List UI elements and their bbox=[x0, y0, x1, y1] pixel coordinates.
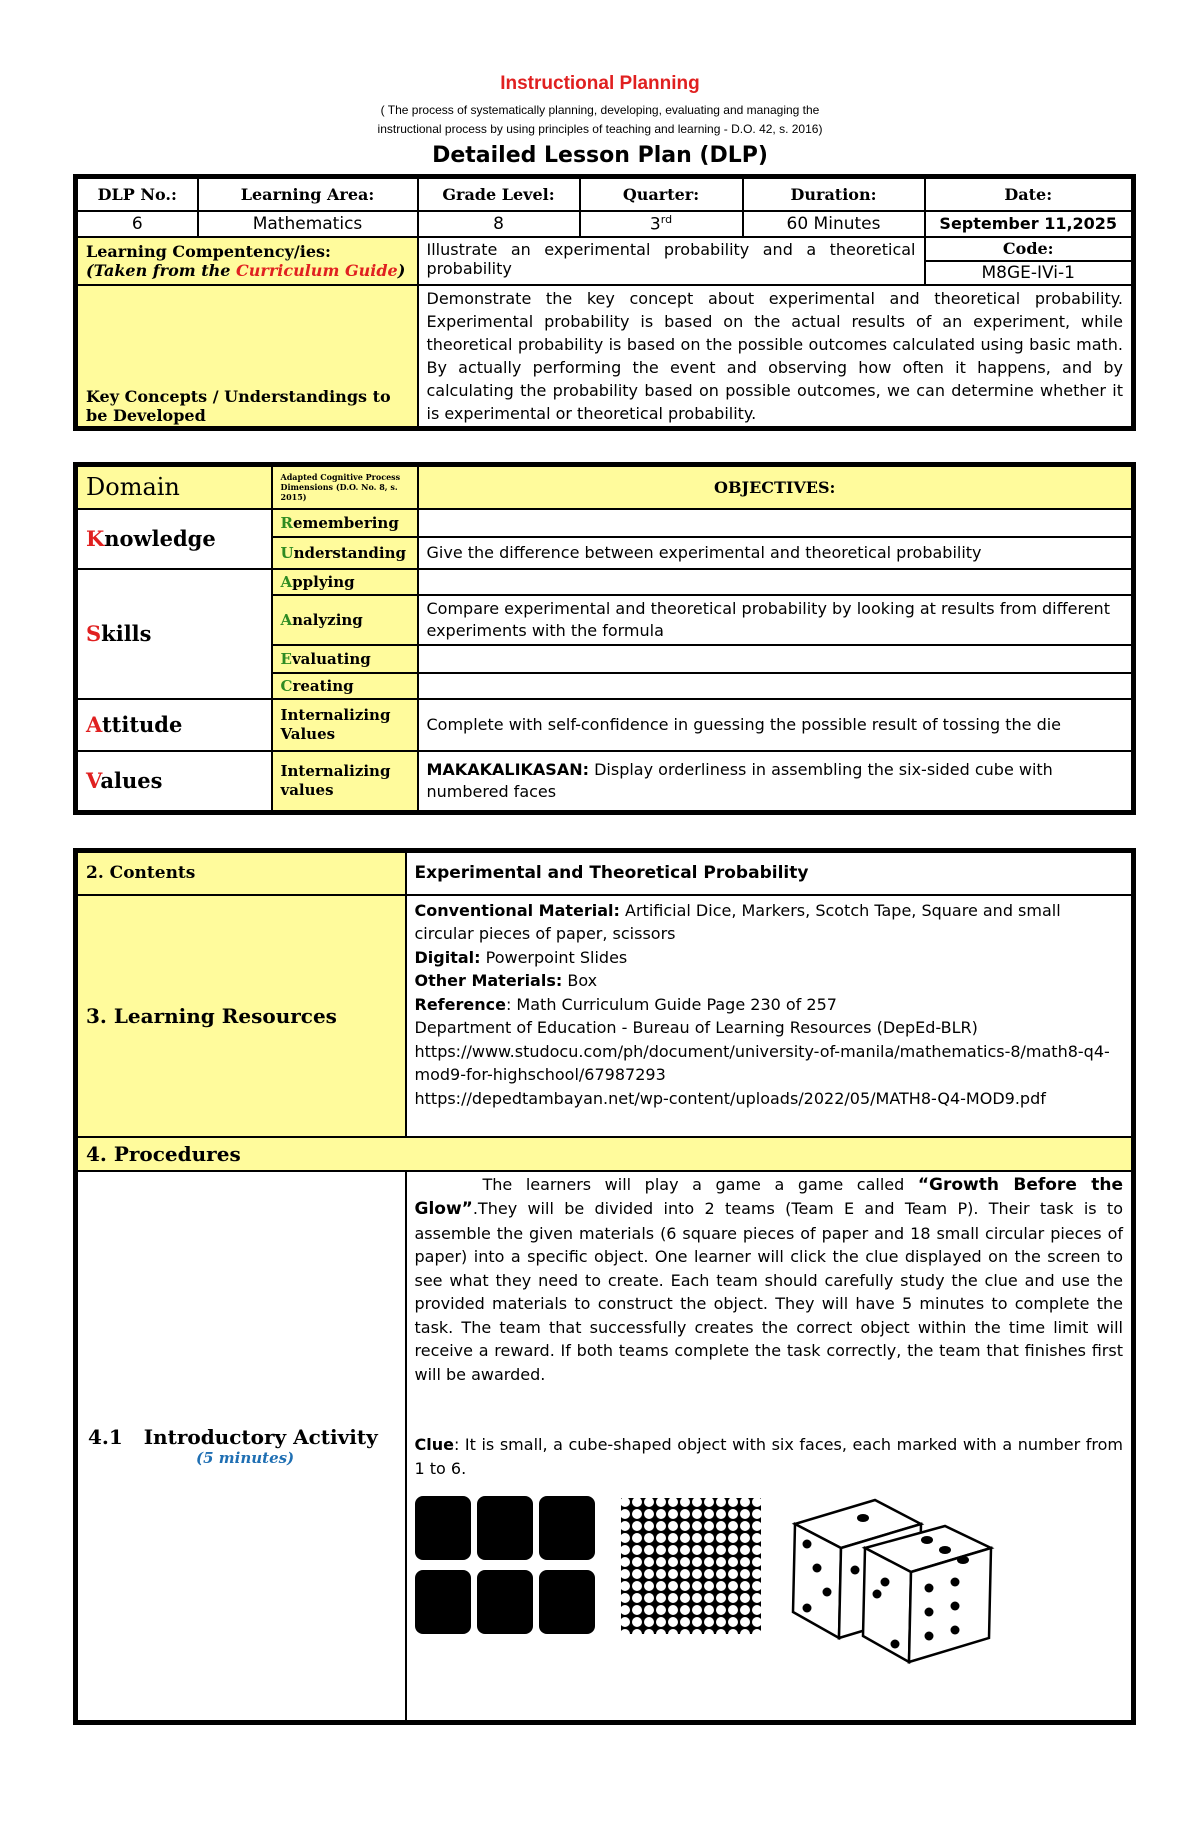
objectives-header: OBJECTIVES: bbox=[418, 465, 1134, 509]
remembering-objective bbox=[418, 509, 1134, 537]
domain-knowledge: Knowledge bbox=[76, 509, 272, 569]
clue-images bbox=[415, 1496, 1124, 1696]
date-value: September 11,2025 bbox=[925, 211, 1134, 237]
competency-label: Learning Compentency/ies: bbox=[86, 241, 331, 261]
level-remembering: Remembering bbox=[272, 509, 418, 537]
resources-list bbox=[406, 895, 1134, 1137]
understanding-objective: Give the difference between experimental and theoretical probability bbox=[418, 537, 1134, 569]
reference-url-2: https://depedtambayan.net/wp-content/uploads/2022/05/MATH8-Q4-MOD9.pdf bbox=[414, 1088, 1046, 1108]
grade-level-label: Grade Level: bbox=[418, 177, 580, 211]
level-internalizing-values-values: Internalizing values bbox=[272, 751, 418, 813]
domain-skills: Skills bbox=[76, 569, 272, 699]
dlp-no-value: 6 bbox=[76, 211, 198, 237]
intro-activity-content bbox=[406, 1171, 1134, 1723]
objectives-table bbox=[73, 462, 1136, 815]
applying-objective bbox=[418, 569, 1134, 595]
code-value: M8GE-IVi-1 bbox=[925, 261, 1134, 285]
quarter-value: 3rd bbox=[580, 211, 743, 237]
date-label: Date: bbox=[925, 177, 1134, 211]
header-subtitle-line2: instructional process by using principles of teaching and learning - D.O. 42, s. 2016) bbox=[377, 122, 823, 136]
learning-area-label: Learning Area: bbox=[198, 177, 418, 211]
header-subtitle-line1: ( The process of systematically planning, developing, evaluating and managing the bbox=[380, 103, 820, 117]
grade-level-value: 8 bbox=[418, 211, 580, 237]
quarter-label: Quarter: bbox=[580, 177, 743, 211]
competency-text: Illustrate an experimental probability and a theoretical probability bbox=[418, 237, 925, 285]
values-objective: MAKAKALIKASAN: Display orderliness in assembling the six-sided cube with numbered faces bbox=[418, 751, 1134, 813]
clue-illustrations bbox=[415, 1496, 1131, 1696]
creating-objective bbox=[418, 673, 1134, 699]
intro-activity-label: 4.1 Introductory Activity bbox=[88, 1424, 378, 1449]
level-understanding: Understanding bbox=[272, 537, 418, 569]
reference-url-1: https://www.studocu.com/ph/document/university-of-manila/mathematics-8/math8-q4-mod9-for-highschool/67987293 bbox=[414, 1041, 1110, 1084]
contents-value: Experimental and Theoretical Probability bbox=[406, 851, 1134, 895]
dlp-title: Detailed Lesson Plan (DLP) bbox=[432, 143, 768, 168]
intro-activity-label-cell bbox=[76, 1171, 406, 1723]
digital-material: Digital: Powerpoint Slides bbox=[414, 947, 628, 967]
intro-activity-time: (5 minutes) bbox=[196, 1448, 295, 1467]
level-internalizing-values-attitude: Internalizing Values bbox=[272, 699, 418, 751]
contents-label: 2. Contents bbox=[76, 851, 406, 895]
conventional-material: Conventional Material: Artificial Dice, Markers, Scotch Tape, Square and small circular pieces of paper, scissors bbox=[414, 900, 1061, 943]
key-concepts-label: Key Concepts / Understandings to be Developed bbox=[76, 285, 418, 429]
clue-text: Clue: It is small, a cube-shaped object with six faces, each marked with a number from 1 to 6. bbox=[414, 1435, 1123, 1478]
competency-note: (Taken from the Curriculum Guide) bbox=[86, 260, 406, 280]
dice-image bbox=[793, 1500, 991, 1662]
duration-label: Duration: bbox=[743, 177, 925, 211]
info-table bbox=[73, 174, 1136, 431]
intro-activity-text: The learners will play a game a game called “Growth Before the Glow”.They will be divided into 2 teams (Team E and Team P). Their task is to assemble the given materials (6 square pieces of paper and 18 small circular pieces of paper) into a specific object. One learner will click the clue displayed on the screen to see what they need to create. Each team should carefully study the clue and use the provided materials to construct the object. They will have 5 minutes to complete the task. The team that successfully creates the correct object within the time limit will receive a reward. If both teams complete the task correctly, the team that finishes first will be awarded. bbox=[414, 1174, 1124, 1384]
analyzing-objective: Compare experimental and theoretical probability by looking at results from different experiments with the formula bbox=[418, 595, 1134, 645]
square-paper-pieces-image bbox=[415, 1496, 595, 1634]
resources-label: 3. Learning Resources bbox=[76, 895, 406, 1137]
evaluating-objective bbox=[418, 645, 1134, 673]
other-materials: Other Materials: Box bbox=[414, 971, 598, 990]
code-label: Code: bbox=[925, 237, 1134, 261]
level-evaluating: Evaluating bbox=[272, 645, 418, 673]
procedures-table bbox=[73, 848, 1136, 1725]
domain-values: Values bbox=[76, 751, 272, 813]
reference: Reference: Math Curriculum Guide Page 230 of 257 bbox=[414, 994, 837, 1014]
adapted-note: Adapted Cognitive Process Dimensions (D.O. No. 8, s. 2015) bbox=[272, 465, 418, 509]
level-creating: Creating bbox=[272, 673, 418, 699]
domain-header: Domain bbox=[76, 465, 272, 509]
deped-source: Department of Education - Bureau of Learning Resources (DepEd-BLR) bbox=[414, 1018, 978, 1037]
competency-label-cell bbox=[76, 237, 418, 285]
dlp-no-label: DLP No.: bbox=[76, 177, 198, 211]
procedures-label: 4. Procedures bbox=[76, 1137, 1134, 1171]
duration-value: 60 Minutes bbox=[743, 211, 925, 237]
level-applying: Applying bbox=[272, 569, 418, 595]
attitude-objective: Complete with self-confidence in guessing the possible result of tossing the die bbox=[418, 699, 1134, 751]
domain-attitude: Attitude bbox=[76, 699, 272, 751]
key-concepts-text: Demonstrate the key concept about experimental and theoretical probability. Experimental probability is based on the actual results of an experiment, while theoretical probability is based on the possible outcomes calculated using basic math. By actually performing the event and observing how often it happens, and by calculating the probability based on possible outcomes, we can determine whether it is experimental or theoretical probability. bbox=[418, 285, 1134, 429]
level-analyzing: Analyzing bbox=[272, 595, 418, 645]
learning-area-value: Mathematics bbox=[198, 211, 418, 237]
page-header-title: Instructional Planning bbox=[500, 73, 700, 94]
circular-paper-pieces-image bbox=[621, 1498, 761, 1634]
